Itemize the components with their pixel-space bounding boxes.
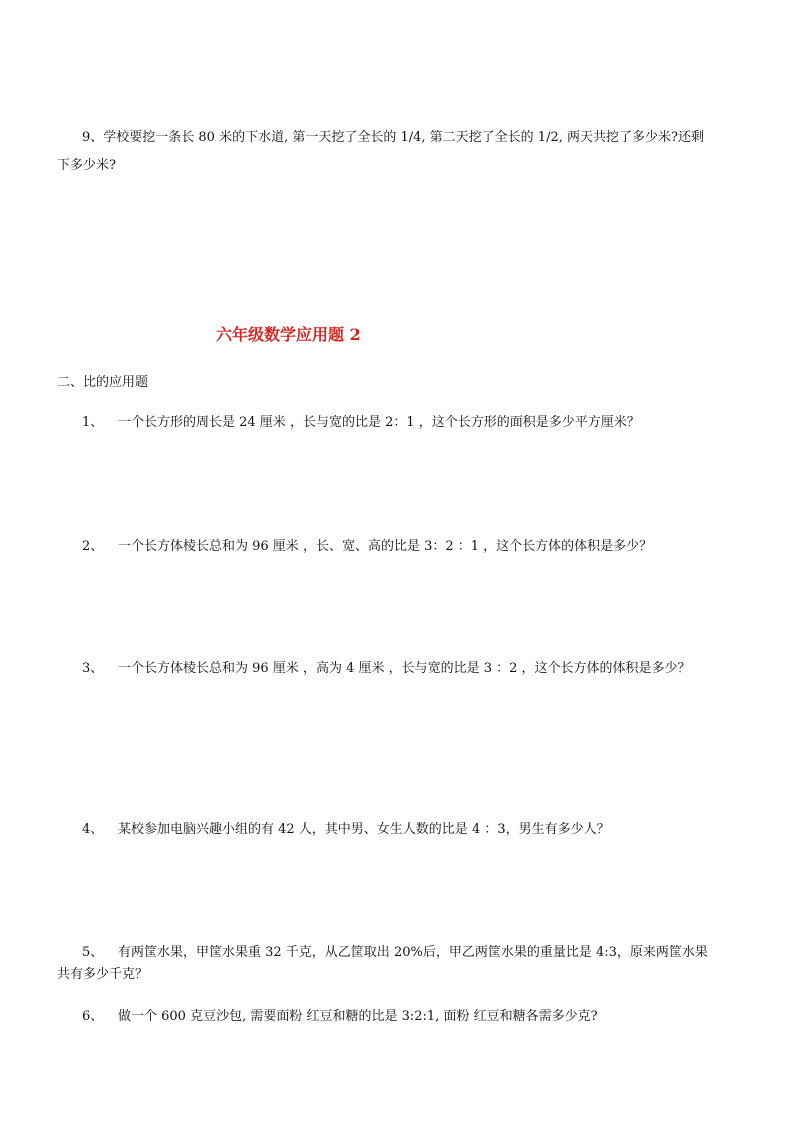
question-number: 4、	[82, 822, 104, 837]
question-number: 6、	[82, 1009, 104, 1024]
question-number: 3、	[82, 661, 104, 676]
question-2	[82, 536, 652, 558]
question-text: 一个长方形的周长是 24 厘米 ，长与宽的比是 2：1 ，这个长方形的面积是多少平方厘米？	[118, 415, 640, 430]
question-5-continuation: 共有多少千克？	[57, 967, 149, 982]
section-heading: 二、比的应用题	[57, 375, 149, 390]
problem-9-line-2: 下多少米?	[57, 158, 116, 173]
page-title: 六年级数学应用题 2	[216, 325, 361, 344]
question-5	[82, 942, 708, 964]
question-3	[82, 658, 691, 680]
question-text: 一个长方体棱长总和为 96 厘米 ，长、宽、高的比是 3：2 ：1 ，这个长方体的体积是多少？	[118, 539, 653, 554]
question-4	[82, 819, 610, 841]
question-number: 1、	[82, 415, 104, 430]
question-1	[82, 412, 640, 434]
question-text: 做一个 600 克豆沙包, 需要面粉 红豆和糖的比是 3:2:1, 面粉 红豆和糖各需多少克?	[118, 1009, 598, 1024]
question-6	[82, 1006, 598, 1028]
question-number: 2、	[82, 539, 104, 554]
question-text: 有两筐水果，甲筐水果重 32 千克，从乙筐取出 20%后，甲乙两筐水果的重量比是 4:3，原来两筐水果	[118, 945, 708, 960]
question-text: 一个长方体棱长总和为 96 厘米 ，高为 4 厘米 ，长与宽的比是 3 ：2 ，这个长方体的体积是多少？	[118, 661, 691, 676]
problem-9-line-1: 9、学校要挖一条长 80 米的下水道, 第一天挖了全长的 1/4, 第二天挖了全长的 1/2, 两天共挖了多少米?还剩	[82, 130, 704, 145]
question-text: 某校参加电脑兴趣小组的有 42 人，其中男、女生人数的比是 4 ：3，男生有多少人？	[118, 822, 610, 837]
question-number: 5、	[82, 945, 104, 960]
